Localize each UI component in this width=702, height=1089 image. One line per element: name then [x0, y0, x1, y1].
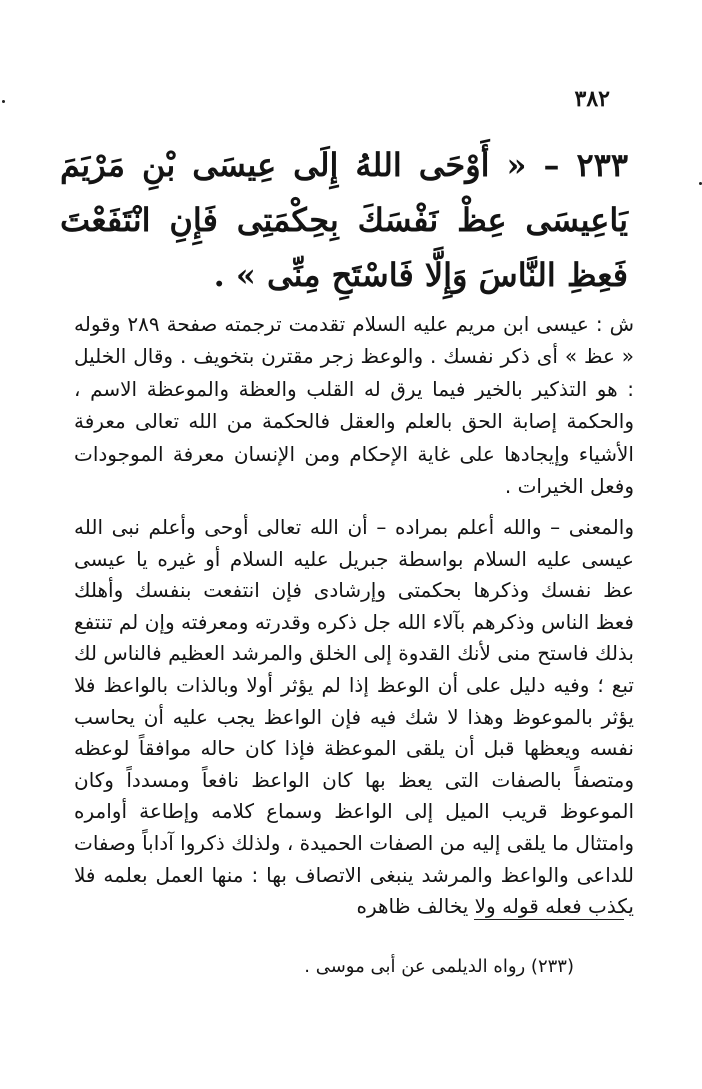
- page-number: ٣٨٢: [574, 86, 610, 112]
- footnote-divider: [474, 919, 624, 920]
- hadith-text: ٢٣٣ – « أَوْحَى اللهُ إِلَى عِيسَى بْنِ مَرْيَمَ يَاعِيسَى عِظْ نَفْسَكَ بِحِكْمَتِى فَإِنِ انْتَفَعْتَ فَعِظِ النَّاسَ وَإِلَّا فَاسْتَحِ مِنِّى » .: [60, 146, 628, 294]
- commentary-paragraph-2: والمعنى – والله أعلم بمراده – أن الله تعالى أوحى وأعلم نبى الله عيسى عليه السلام بواسطة جبريل عليه السلام أو غيره يا عيسى عظ نفسك وذكرها بحكمتى وإرشادى فإن انتفعت بنفسك وأهلك فعظ الناس وذكرهم بآلاء الله جل ذكره وقدرته ومعرفته وإن لم تنتفع بذلك فاستح منى لأنك القدوة إلى الخلق والمرشد العظيم فالناس لك تبع ؛ وفيه دليل على أن الوعظ إذا لم يؤثر أولا وبالذات بالواعظ فلا يؤثر بالموعوظ وهذا لا شك فيه فإن الواعظ يجب عليه أن يحاسب نفسه ويعظها قبل أن يلقى الموعظة فإذا كان حاله موافقاً لوعظه ومتصفاً بالصفات التى يعظ بها كان الواعظ نافعاً ومسدداً وكان الموعوظ قريب الميل إلى الواعظ وسماع كلامه وإطاعة أوامره وامتثال ما يلقى إليه من الصفات الحميدة ، ولذلك ذكروا آداباً وصفات للداعى والواعظ والمرشد ينبغى الاتصاف بها : منها العمل بعلمه فلا يكذب فعله قوله ولا يخالف ظاهره: [74, 515, 634, 919]
- margin-dot: [2, 100, 5, 103]
- commentary-paragraph-1: ش : عيسى ابن مريم عليه السلام تقدمت ترجمته صفحة ٢٨٩ وقوله « عظ » أى ذكر نفسك . والوعظ زجر مقترن بتخويف . وقال الخليل : هو التذكير بالخير فيما يرق له القلب والعظة والموعظة الاسم ، والحكمة إصابة الحق بالعلم والعقل فالحكمة من الله تعالى معرفة الأشياء وإيجادها على غاية الإحكام ومن الإنسان معرفة الموجودات وفعل الخيرات .: [74, 312, 634, 499]
- footnote: (٢٣٣) رواه الديلمى عن أبى موسى .: [304, 956, 574, 977]
